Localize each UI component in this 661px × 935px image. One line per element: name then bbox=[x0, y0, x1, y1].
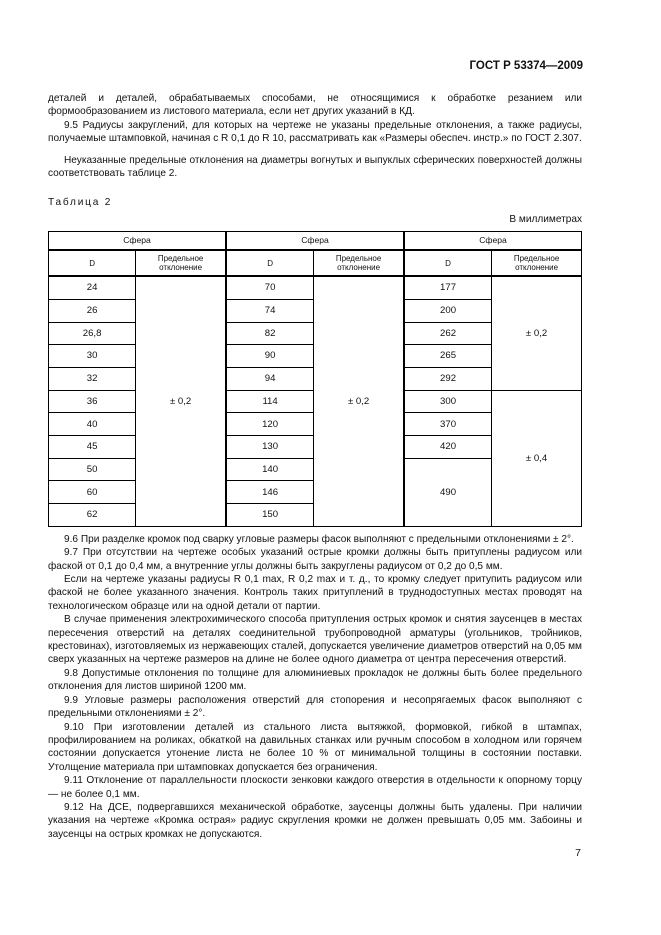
paragraph-continuation: деталей и деталей, обрабатываемых способами, не относящимися к обработке резанием или формообразованием из листового материала, если нет других указаний в КД. bbox=[48, 93, 582, 118]
table-cell: 265 bbox=[404, 345, 492, 368]
document-header: ГОСТ Р 53374—2009 bbox=[469, 60, 583, 72]
paragraph-9-7-electrochemical: В случае применения электрохимического способа притупления острых кромок и снятия заусенцев в местах пересечения отверстий на деталях соединительной трубопроводной арматуры (угольников, тройников, крестовинах), изготовляемых из нержавеющих сталей, допускается увеличение диаметров отверстий на 0,05 мм сверх указанных на чертеже размеров на длине не более одного диаметра от центра пересечения отверстий. bbox=[48, 614, 582, 666]
paragraph-9-12: 9.12 На ДСЕ, подвергавшихся механической обработке, заусенцы должны быть удалены. При наличии указания на чертеже «Кромка острая» радиус скругления кромки не должен превышать 0,05 мм. Забоины и заусенцы на острых кромках не допускаются. bbox=[48, 801, 582, 840]
table-cell: 32 bbox=[49, 368, 136, 391]
column-header-d: D bbox=[49, 250, 136, 276]
table-cell: 130 bbox=[226, 436, 314, 459]
paragraph-9-5: 9.5 Радиусы закруглений, для которых на чертеже не указаны предельные отклонения, а также радиусы, получаемые штамповкой, начиная с R 0,1 до R 10, рассматривать как «Размеры обеспеч. инстр.» по ГОСТ 2.307. bbox=[48, 119, 582, 145]
table-cell: 36 bbox=[49, 390, 136, 413]
column-header-tolerance: Предельное отклонение bbox=[314, 250, 404, 276]
table-cell: 45 bbox=[49, 436, 136, 459]
tolerance-table bbox=[48, 231, 582, 527]
table-cell: 292 bbox=[404, 368, 492, 391]
table-group-header: Сфера bbox=[404, 232, 582, 251]
table-cell: 177 bbox=[404, 276, 492, 299]
table-cell: 26 bbox=[49, 299, 136, 322]
paragraph-9-7-radius: Если на чертеже указаны радиусы R 0,1 max, R 0,2 max и т. д., то кромку следует притупить радиусом или фаской не более указанного значения. Контроль таких притуплений в труднодоступных местах проводят на технологическом образце или на одной детали от партии. bbox=[48, 574, 582, 612]
table-cell: 90 bbox=[226, 345, 314, 368]
paragraph-9-8: 9.8 Допустимые отклонения по толщине для алюминиевых прокладок не должны быть более предельного отклонения для листов шириной 1200 мм. bbox=[48, 667, 582, 693]
table-cell: 490 bbox=[404, 458, 492, 526]
table-row bbox=[49, 276, 582, 299]
table-cell: 370 bbox=[404, 413, 492, 436]
table-cell: 94 bbox=[226, 368, 314, 391]
table-cell: 300 bbox=[404, 390, 492, 413]
table-cell-tolerance: ± 0,2 bbox=[136, 276, 226, 526]
paragraph-unspecified-tolerances: Неуказанные предельные отклонения на диаметры вогнутых и выпуклых сферических поверхностей должны соответствовать таблице 2. bbox=[48, 154, 582, 180]
paragraph-9-11: 9.11 Отклонение от параллельности плоскости зенковки каждого отверстия в отдельности к опорному торцу — не более 0,1 мм. bbox=[48, 775, 582, 800]
table-cell: 120 bbox=[226, 413, 314, 436]
table-cell: 60 bbox=[49, 481, 136, 504]
column-header-d: D bbox=[404, 250, 492, 276]
table-cell-tolerance: ± 0,4 bbox=[492, 390, 582, 526]
paragraph-9-6: 9.6 При разделке кромок под сварку угловые размеры фасок выполняют с предельными отклонениями ± 2°. bbox=[64, 533, 574, 545]
paragraph-9-10: 9.10 При изготовлении деталей из стального листа вытяжкой, формовкой, гибкой в штампах, профилированием на роликах, обкаткой на давильных станках или ручным способом в холодном или горячем состоянии допускается утонение листа не более 10 % от минимальной толщины в состоянии поставки. Утолщение материала при штамповках допускается без ограничения. bbox=[48, 721, 582, 773]
column-header-d: D bbox=[226, 250, 314, 276]
table-cell: 146 bbox=[226, 481, 314, 504]
table-cell: 262 bbox=[404, 322, 492, 345]
table-cell: 200 bbox=[404, 299, 492, 322]
table-cell: 114 bbox=[226, 390, 314, 413]
paragraph-9-9: 9.9 Угловые размеры расположения отверстий для стопорения и несопрягаемых фасок выполняют с предельными отклонениями ± 2°. bbox=[48, 694, 582, 720]
table-cell-tolerance: ± 0,2 bbox=[314, 276, 404, 526]
table-cell: 140 bbox=[226, 458, 314, 481]
table-cell-tolerance: ± 0,2 bbox=[492, 276, 582, 390]
table-cell: 82 bbox=[226, 322, 314, 345]
table-cell: 70 bbox=[226, 276, 314, 299]
table-unit: В миллиметрах bbox=[509, 213, 582, 225]
page-number: 7 bbox=[575, 847, 581, 859]
table-cell: 62 bbox=[49, 504, 136, 527]
column-header-tolerance: Предельное отклонение bbox=[136, 250, 226, 276]
table-cell: 26,8 bbox=[49, 322, 136, 345]
document-body bbox=[48, 92, 582, 841]
paragraph-9-7: 9.7 При отсутствии на чертеже особых указаний острые кромки должны быть притуплены радиусом или фаской от 0,1 до 0,4 мм, а внутренние углы должны быть закруглены радиусом от 0,2 до 0,5 мм. bbox=[48, 547, 582, 572]
table-cell: 420 bbox=[404, 436, 492, 459]
table-cell: 50 bbox=[49, 458, 136, 481]
table-group-header: Сфера bbox=[226, 232, 404, 251]
column-header-tolerance: Предельное отклонение bbox=[492, 250, 582, 276]
table-cell: 24 bbox=[49, 276, 136, 299]
table-caption: Таблица 2 bbox=[48, 197, 113, 209]
table-cell: 150 bbox=[226, 504, 314, 527]
table-cell: 74 bbox=[226, 299, 314, 322]
table-cell: 30 bbox=[49, 345, 136, 368]
table-cell: 40 bbox=[49, 413, 136, 436]
table-group-header: Сфера bbox=[49, 232, 227, 251]
